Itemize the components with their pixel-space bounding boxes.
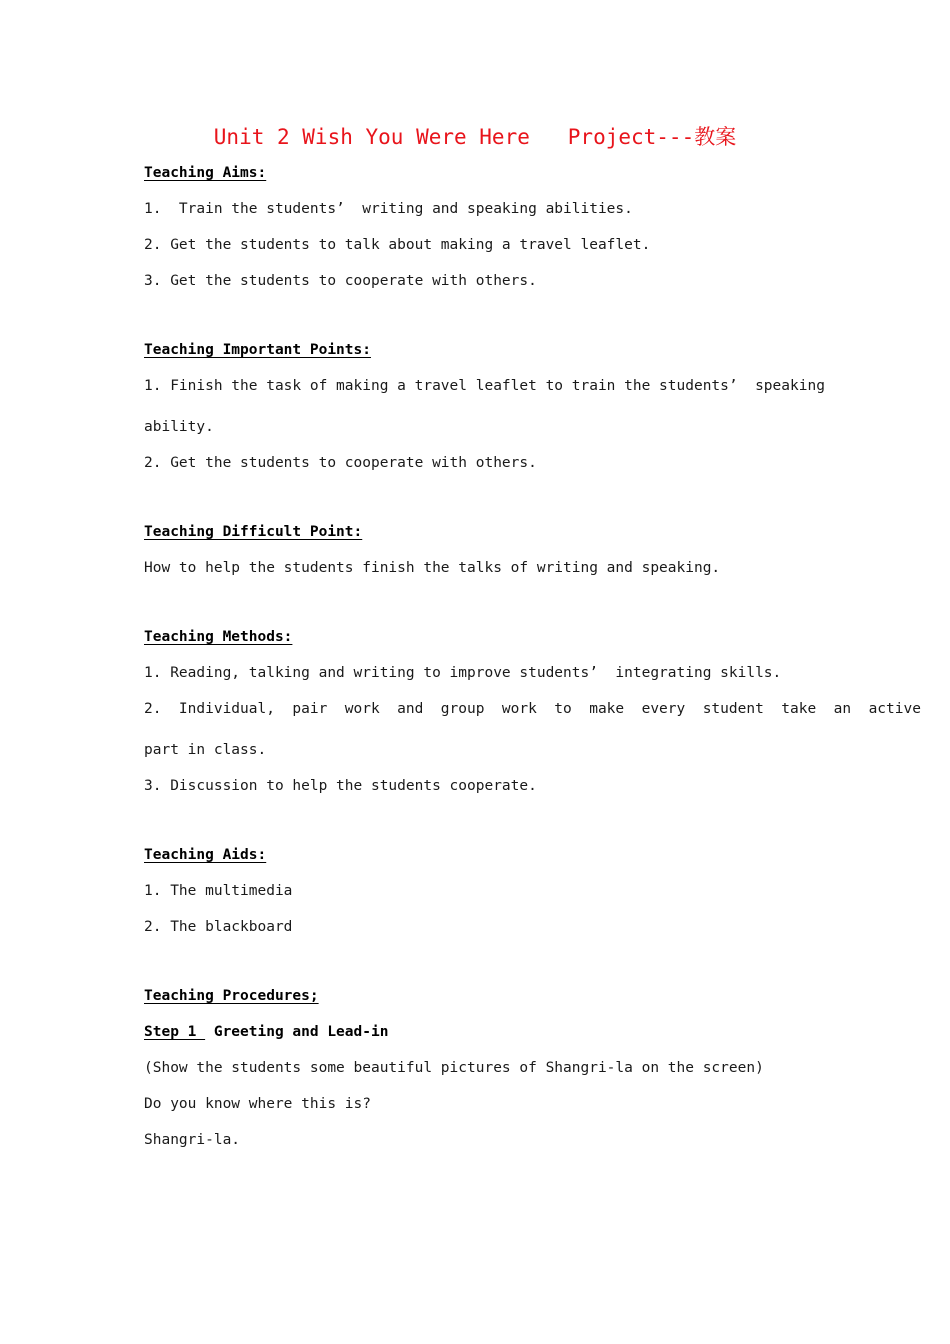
procedure-line-2: Do you know where this is? (144, 1096, 371, 1112)
step-1-heading (144, 1022, 388, 1042)
procedure-line-1: (Show the students some beautiful pictures of Shangri-la on the screen) (144, 1060, 764, 1076)
important-item-1: 1. Finish the task of making a travel leaflet to train the students’ speaking (144, 378, 825, 394)
section-heading-aids: Teaching Aids: (144, 847, 267, 863)
important-item-1-continued: ability. (144, 419, 214, 435)
difficult-item-1: How to help the students finish the talks of writing and speaking. (144, 560, 721, 576)
aims-item-3: 3. Get the students to cooperate with others. (144, 273, 537, 289)
aims-item-1: 1. Train the students’ writing and speaking abilities. (144, 201, 633, 217)
aids-item-2: 2. The blackboard (144, 919, 293, 935)
section-heading-difficult-point: Teaching Difficult Point: (144, 524, 363, 540)
aims-item-2: 2. Get the students to talk about making a travel leaflet. (144, 237, 651, 253)
aids-item-1: 1. The multimedia (144, 883, 293, 899)
methods-item-2: 2. Individual, pair work and group work to make every student take an active (144, 701, 921, 717)
section-heading-methods: Teaching Methods: (144, 629, 293, 645)
procedure-line-3: Shangri-la. (144, 1132, 241, 1148)
document-title: Unit 2 Wish You Were Here Project---教案 (213, 125, 737, 149)
methods-item-1: 1. Reading, talking and writing to improve students’ integrating skills. (144, 665, 782, 681)
section-heading-aims: Teaching Aims: (144, 165, 267, 181)
important-item-2: 2. Get the students to cooperate with others. (144, 455, 537, 471)
methods-item-3: 3. Discussion to help the students cooperate. (144, 778, 537, 794)
methods-item-2-continued: part in class. (144, 742, 267, 758)
step-1-title: Greeting and Lead-in (205, 1024, 389, 1040)
section-heading-procedures: Teaching Procedures; (144, 988, 319, 1004)
section-heading-important-points: Teaching Important Points: (144, 342, 371, 358)
step-1-label: Step 1 (144, 1024, 206, 1040)
